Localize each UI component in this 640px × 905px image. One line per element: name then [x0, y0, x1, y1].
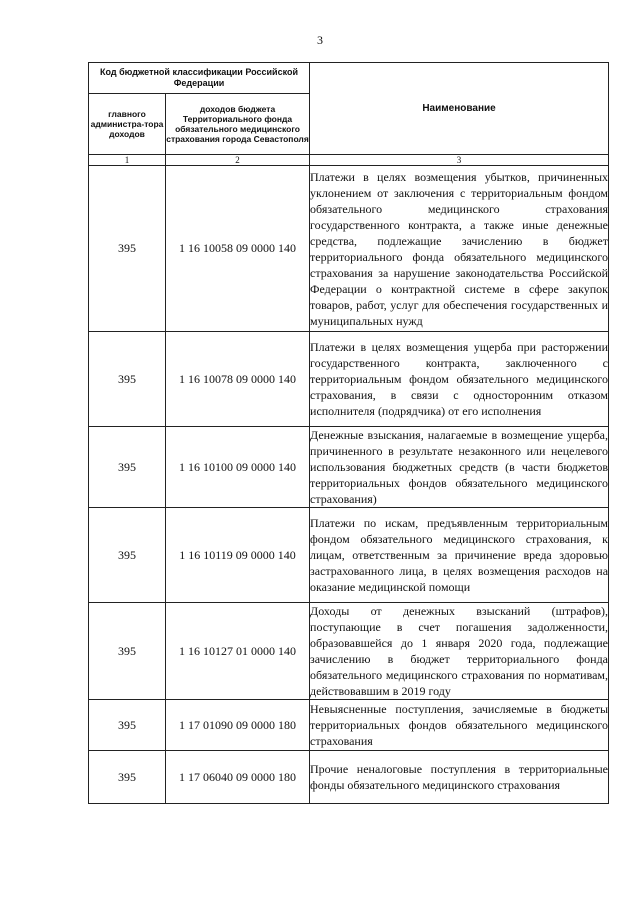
table-row — [89, 166, 609, 332]
classification-code: 1 16 10100 09 0000 140 — [166, 427, 310, 508]
header-budget-revenues: доходов бюджета Территориального фонда обязательного медицинского страхования города Севастополя — [166, 94, 310, 155]
admin-code: 395 — [89, 751, 166, 804]
table-row — [89, 751, 609, 804]
revenue-name: Платежи в целях возмещения убытков, причиненных уклонением от заключения с территориальным фондом обязательного медицинского страхования государственного контракта, а также иные денежные средства, подлежащие зачислению в бюджет территориального фонда обязательного медицинского страхования за нарушение законодательства Российской Федерации о контрактной системе в сфере закупок товаров, работ, услуг для обеспечения государственных и муниципальных нужд — [310, 166, 609, 332]
table-row — [89, 603, 609, 700]
revenue-name: Платежи в целях возмещения ущерба при расторжении государственного контракта, заключенного с территориальным фондом обязательного медицинского страхования, в связи с односторонним отказом исполнителя (подрядчика) от его исполнения — [310, 332, 609, 427]
admin-code: 395 — [89, 427, 166, 508]
classification-code: 1 16 10078 09 0000 140 — [166, 332, 310, 427]
table-row — [89, 700, 609, 751]
page-number: 3 — [317, 33, 323, 47]
admin-code: 395 — [89, 166, 166, 332]
classification-code: 1 17 06040 09 0000 180 — [166, 751, 310, 804]
classification-code: 1 16 10119 09 0000 140 — [166, 508, 310, 603]
revenue-name: Платежи по искам, предъявленным территориальным фондом обязательного медицинского страхования, к лицам, ответственным за причинение вреда здоровью застрахованного лица, в целях возмещения расходов на оказание медицинской помощи — [310, 508, 609, 603]
classification-code: 1 16 10058 09 0000 140 — [166, 166, 310, 332]
revenue-name: Прочие неналоговые поступления в территориальные фонды обязательного медицинского страхования — [310, 751, 609, 804]
revenue-name: Денежные взыскания, налагаемые в возмещение ущерба, причиненного в результате незаконного или нецелевого использования бюджетных средств (в части бюджетов территориальных фондов обязательного медицинского страхования) — [310, 428, 609, 506]
admin-code: 395 — [89, 332, 166, 427]
table-row — [89, 508, 609, 603]
revenue-name: Невыясненные поступления, зачисляемые в бюджеты территориальных фондов обязательного медицинского страхования — [310, 700, 609, 751]
header-budget-classification: Код бюджетной классификации Российской Федерации — [89, 63, 310, 94]
classification-code: 1 17 01090 09 0000 180 — [166, 700, 310, 751]
column-number-2: 2 — [166, 155, 310, 166]
classification-code: 1 16 10127 01 0000 140 — [166, 603, 310, 700]
header-chief-administrator: главного администра-тора доходов — [89, 94, 166, 155]
admin-code: 395 — [89, 700, 166, 751]
table-row — [89, 332, 609, 427]
column-number-1: 1 — [89, 155, 166, 166]
budget-classification-table — [88, 62, 609, 804]
header-name: Наименование — [310, 63, 609, 155]
column-number-3: 3 — [310, 155, 609, 166]
table-row — [89, 427, 609, 508]
revenue-name: Доходы от денежных взысканий (штрафов), поступающие в счет погашения задолженности, образовавшейся до 1 января 2020 года, подлежащие зачислению в бюджет территориального фонда обязательного медицинского страхования по нормативам, действовавшим в 2019 году — [310, 604, 609, 698]
admin-code: 395 — [89, 508, 166, 603]
admin-code: 395 — [89, 603, 166, 700]
